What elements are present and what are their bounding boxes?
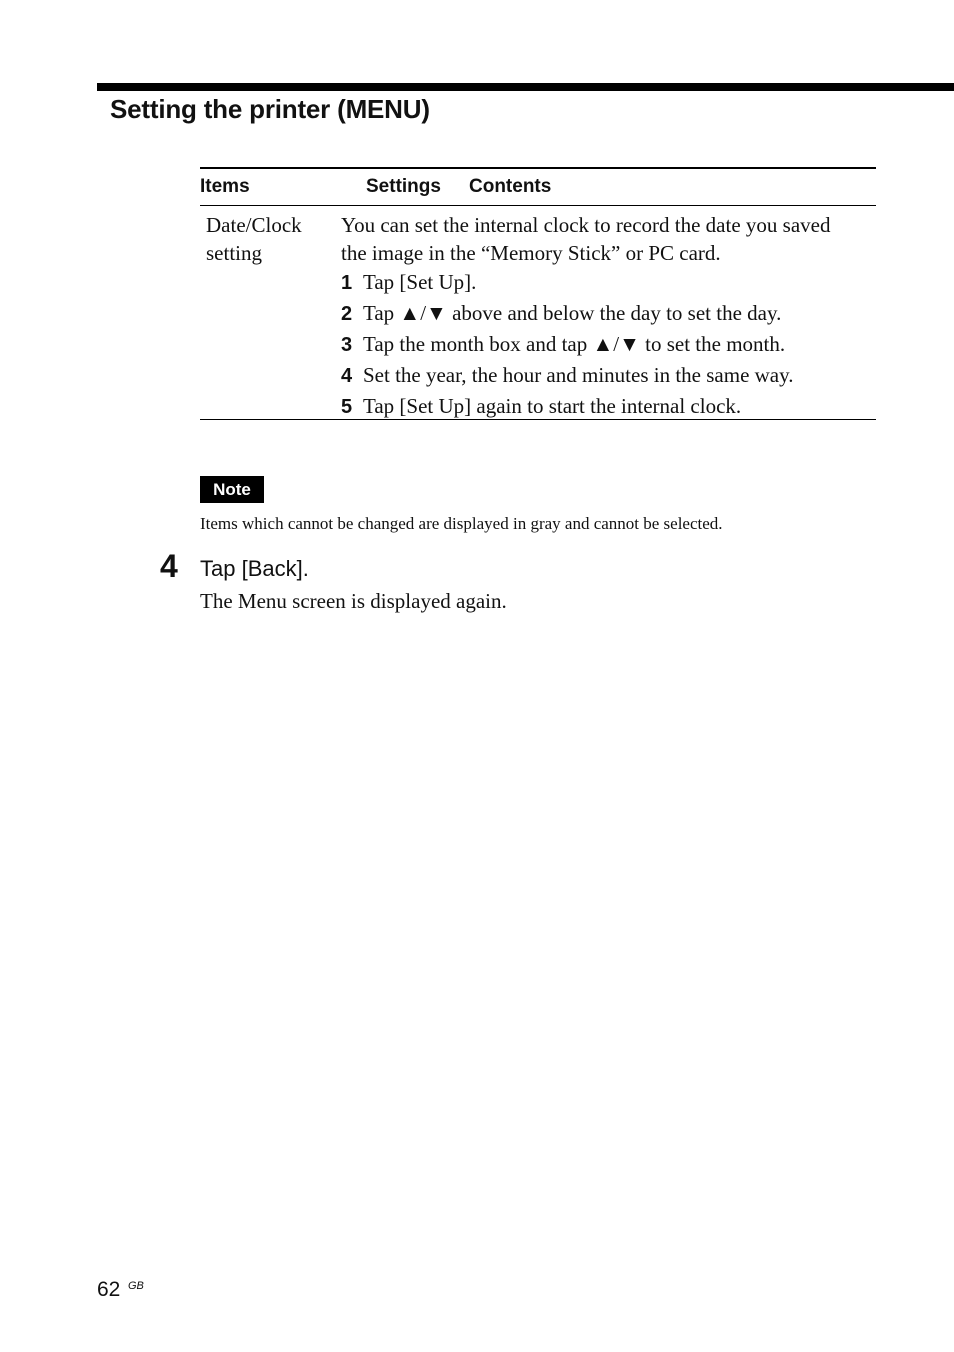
step-text: Set the year, the hour and minutes in the same way. [363,362,794,387]
step-number: 3 [341,333,353,356]
page-title: Setting the printer (MENU) [110,94,430,124]
page-number: 62 [97,1278,121,1301]
step-text: Tap the month box and tap ▲/▼ to set the month. [363,331,786,356]
step-item [341,360,876,391]
step-number-large: 4 [160,548,178,584]
step-item [341,329,876,360]
step-item [341,298,876,329]
header-items: Items [200,175,250,197]
item-line: setting [206,240,262,265]
step-number: 5 [341,395,353,418]
step-result-text: The Menu screen is displayed again. [200,589,507,613]
step-instruction: Tap [Back]. [200,556,309,581]
note-badge: Note [200,476,264,503]
step-number: 1 [341,271,353,294]
step-text: Tap ▲/▼ above and below the day to set the day. [363,300,782,325]
description-line: the image in the “Memory Stick” or PC card. [341,240,721,265]
step-number: 2 [341,302,353,325]
settings-table [200,167,876,420]
step-item [341,391,876,422]
header-settings: Settings [366,175,441,197]
table-row [200,206,876,419]
item-cell [206,211,331,267]
contents-cell [341,211,876,422]
top-rule [97,83,954,91]
note-text: Items which cannot be changed are displayed in gray and cannot be selected. [200,514,723,533]
table-header-row [200,169,876,205]
description-line: You can set the internal clock to record the date you saved [341,212,831,237]
header-contents: Contents [469,175,552,197]
item-line: Date/Clock [206,212,302,237]
step-item [341,267,876,298]
step-number: 4 [341,364,353,387]
step-text: Tap [Set Up]. [363,269,477,294]
page-region-code: GB [128,1280,144,1292]
step-text: Tap [Set Up] again to start the internal clock. [363,393,742,418]
